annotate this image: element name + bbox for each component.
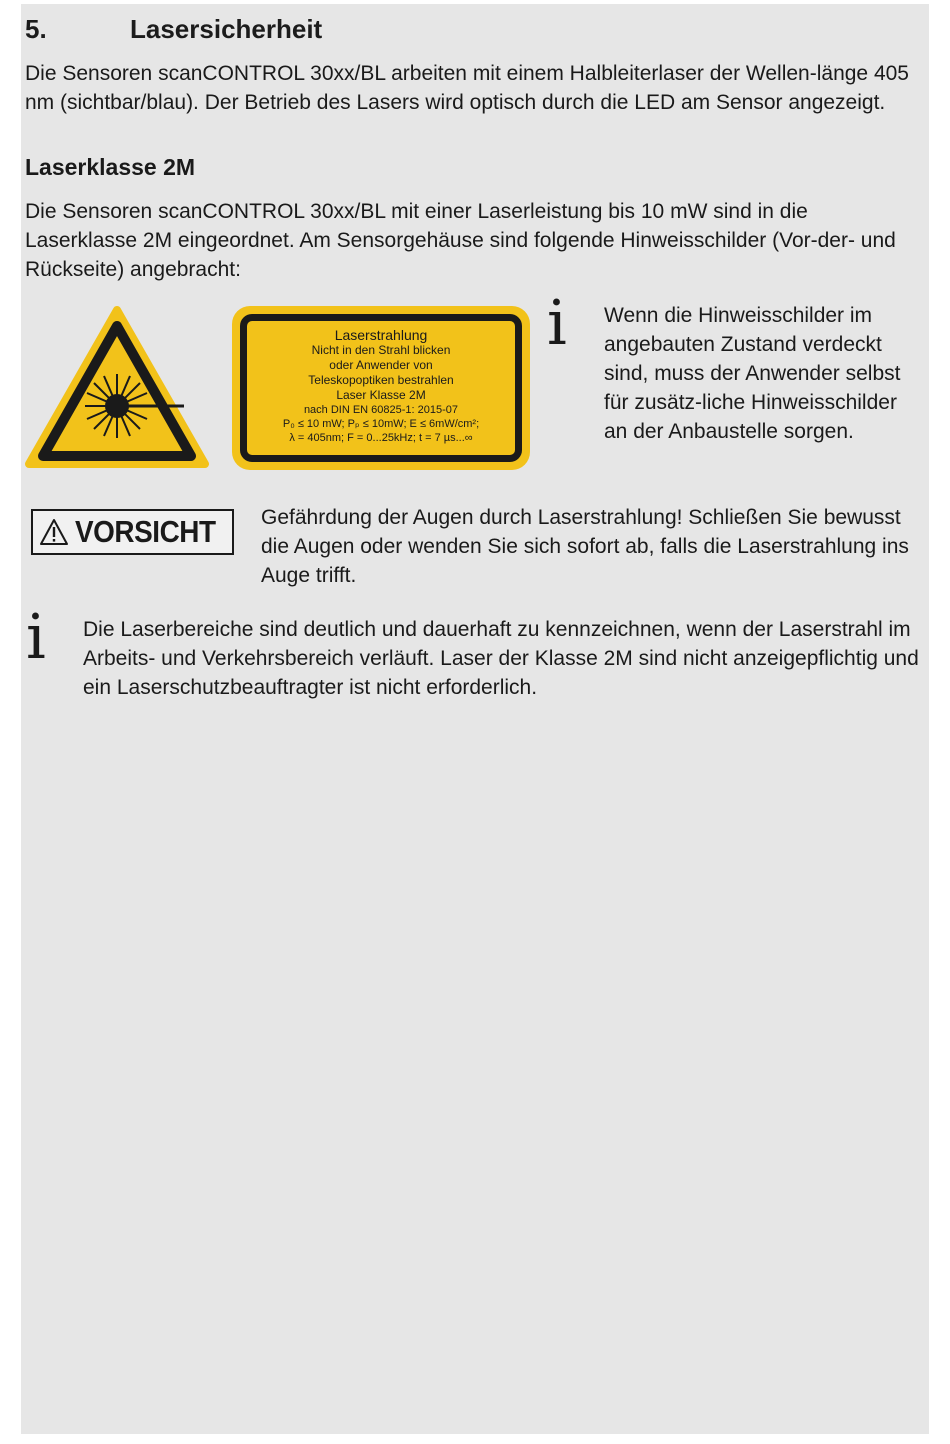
note-text: Die Laserbereiche sind deutlich und dauerhaft zu kennzeichnen, wenn der Laserstrahl im Arbeits- und Verkehrsbereich verläuft. Laser der Klasse 2M sind nicht anzeigepflichtig und ein Laserschutzbeauftragter ist nicht erforderlich. [83,618,919,699]
caution-label: VORSICHT [75,514,216,549]
side-note-text: Wenn die Hinweisschilder im angebauten Zustand verdeckt sind, muss der Anwender selbst für zusätz-liche Hinweisschilder an der Anbaustelle sorgen. [604,304,901,443]
intro-paragraph: Die Sensoren scanCONTROL 30xx/BL arbeiten mit einem Halbleiterlaser der Wellen-länge 405 nm (sichtbar/blau). Der Betrieb des Lasers wird optisch durch die LED am Sensor angezeigt. [25,62,909,114]
label-line: λ = 405nm; F = 0...25kHz; t = 7 µs...∞ [289,432,473,444]
caution-message: Gefährdung der Augen durch Laserstrahlung! Schließen Sie bewusst die Augen oder wenden Sie sich sofort ab, falls die Laserstrahlung ins Auge trifft. [261,506,909,587]
label-line: P₀ ≤ 10 mW; Pₚ ≤ 10mW; E ≤ 6mW/cm²; [282,418,480,430]
document-page [21,4,929,1434]
laser-info-label-sign [232,306,530,470]
label-line: oder Anwender von [329,358,433,372]
info-icon: i [547,286,567,359]
label-line: Laserstrahlung [334,327,428,343]
label-line: nach DIN EN 60825-1: 2015-07 [303,404,459,416]
laser-warning-sign-icon [24,304,210,470]
label-sign-frame [240,314,522,462]
caution-badge [31,509,234,555]
section-number: 5. [25,14,47,44]
laserclass-paragraph: Die Sensoren scanCONTROL 30xx/BL mit einer Laserleistung bis 10 mW sind in die Laserklasse 2M eingeordnet. Am Sensorgehäuse sind folgende Hinweisschilder (Vor-der- und Rückseite) angebracht: [25,200,896,281]
warning-triangle-icon [39,518,69,546]
laserclass-heading: Laserklasse 2M [25,154,196,180]
label-line: Laser Klasse 2M [336,388,426,402]
label-line: Nicht in den Strahl blicken [311,343,451,357]
section-title: Lasersicherheit [130,14,323,44]
info-icon: i [26,600,46,673]
label-line: Teleskopoptiken bestrahlen [308,373,454,387]
